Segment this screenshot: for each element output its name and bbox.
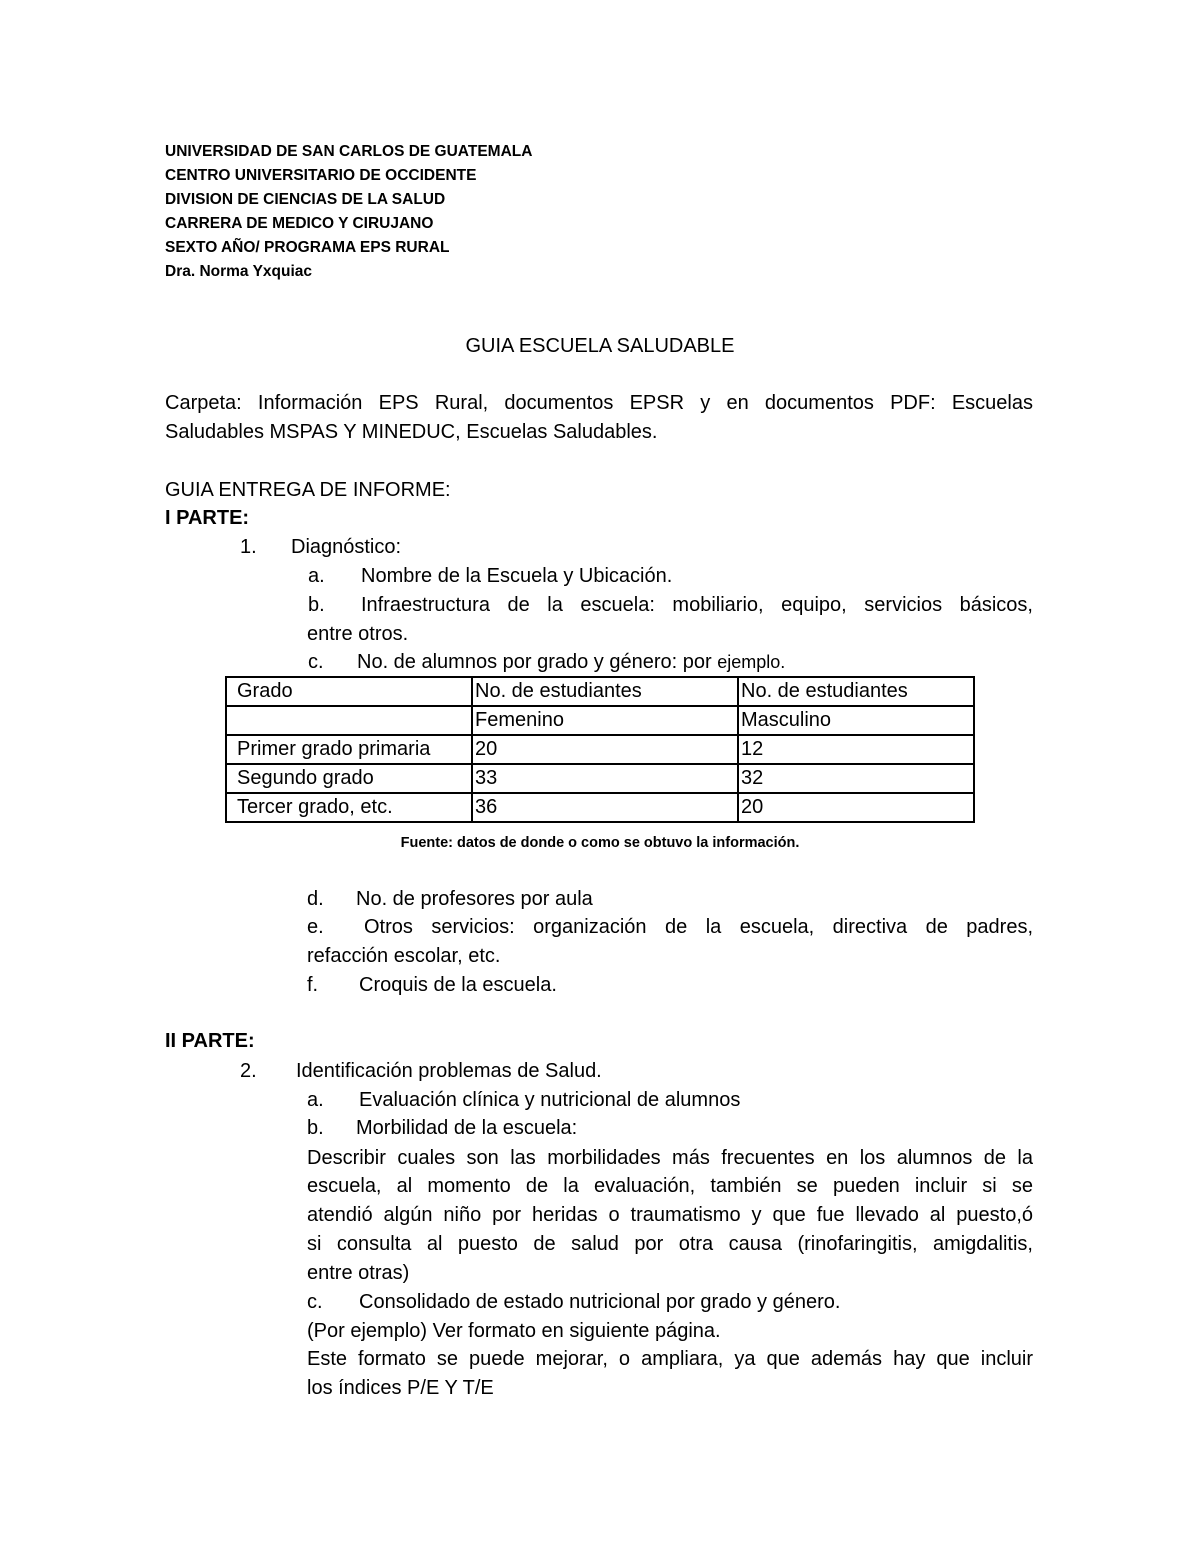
table-row [226,764,974,793]
table-header-cell: No. de estudiantes [738,677,974,706]
students-table [225,676,975,823]
table-cell: 12 [738,735,974,764]
part2-desc-line-1: Describir cuales son las morbilidades más frecuentes en los alumnos de la [307,1147,1033,1169]
header-division: DIVISION DE CIENCIAS DE LA SALUD [165,191,446,208]
table-cell: 32 [738,764,974,793]
table-row [226,793,974,822]
folder-line-1: Carpeta: Información EPS Rural, documentos EPSR y en documentos PDF: Escuelas [165,392,1033,414]
part2-desc-line-3: atendió algún niño por heridas o traumatismo y que fue llevado al puesto,ó [307,1204,1033,1226]
header-university: UNIVERSIDAD DE SAN CARLOS DE GUATEMALA [165,143,533,160]
table-cell: 33 [472,764,738,793]
part1-item-number: 1. [240,536,257,558]
part1-d-letter: d. [307,888,324,910]
table-subheader-cell [226,706,472,735]
part2-desc-line-2: escuela, al momento de la evaluación, también se pueden incluir si se [307,1175,1033,1197]
part2-desc-line-4: si consulta al puesto de salud por otra causa (rinofaringitis, amigdalitis, [307,1233,1033,1255]
part1-e-text-1: Otros servicios: organización de la escuela, directiva de padres, [364,916,1033,938]
part1-c-main: No. de alumnos por grado y género: por [357,651,712,673]
table-cell: Tercer grado, etc. [226,793,472,822]
page-title: GUIA ESCUELA SALUDABLE [465,335,735,357]
table-cell: Primer grado primaria [226,735,472,764]
table-header-cell: Grado [226,677,472,706]
part2-item-number: 2. [240,1060,257,1082]
part1-f-letter: f. [307,974,319,996]
part2-improve-line-1: Este formato se puede mejorar, o ampliara, ya que además hay que incluir [307,1348,1033,1370]
header-doctor: Dra. Norma Yxquiac [165,263,313,280]
table-subheader-cell: Masculino [738,706,974,735]
part1-c-text [357,651,785,674]
folder-line-2: Saludables MSPAS Y MINEDUC, Escuelas Saludables. [165,421,658,443]
part1-f-text: Croquis de la escuela. [359,974,557,996]
part1-a-letter: a. [308,565,325,587]
part1-e-letter: e. [307,916,324,938]
part1-b-text-2: entre otros. [307,623,409,645]
header-program: SEXTO AÑO/ PROGRAMA EPS RURAL [165,239,450,256]
table-cell: 20 [738,793,974,822]
part1-d-text: No. de profesores por aula [356,888,593,910]
guide-title: GUIA ENTREGA DE INFORME: [165,479,451,501]
part2-a-letter: a. [307,1089,324,1111]
part1-a-text: Nombre de la Escuela y Ubicación. [361,565,673,587]
part2-b-letter: b. [307,1117,324,1139]
table-header-cell: No. de estudiantes [472,677,738,706]
table-row [226,735,974,764]
table-header-row [226,677,974,706]
part2-c-letter: c. [307,1291,323,1313]
table-subheader-row [226,706,974,735]
table-subheader-cell: Femenino [472,706,738,735]
part2-heading: II PARTE: [165,1030,255,1052]
part2-improve-line-2: los índices P/E Y T/E [307,1377,494,1399]
part2-a-text: Evaluación clínica y nutricional de alumnos [359,1089,741,1111]
part1-c-letter: c. [308,651,324,673]
table-source: Fuente: datos de donde o como se obtuvo la información. [400,835,800,851]
part2-c-text: Consolidado de estado nutricional por grado y género. [359,1291,841,1313]
table-cell: 36 [472,793,738,822]
table-cell: Segundo grado [226,764,472,793]
part1-b-text-1: Infraestructura de la escuela: mobiliario, equipo, servicios básicos, [361,594,1033,616]
table-cell: 20 [472,735,738,764]
part2-b-text: Morbilidad de la escuela: [356,1117,578,1139]
part1-b-letter: b. [308,594,325,616]
part2-desc-line-5: entre otras) [307,1262,410,1284]
part2-example-line: (Por ejemplo) Ver formato en siguiente página. [307,1320,721,1342]
part1-c-small: ejemplo. [717,652,786,672]
part1-heading: I PARTE: [165,507,250,529]
part1-e-text-2: refacción escolar, etc. [307,945,501,967]
header-career: CARRERA DE MEDICO Y CIRUJANO [165,215,434,232]
part2-item-label: Identificación problemas de Salud. [296,1060,602,1082]
part1-item-label: Diagnóstico: [291,536,402,558]
header-center: CENTRO UNIVERSITARIO DE OCCIDENTE [165,167,477,184]
